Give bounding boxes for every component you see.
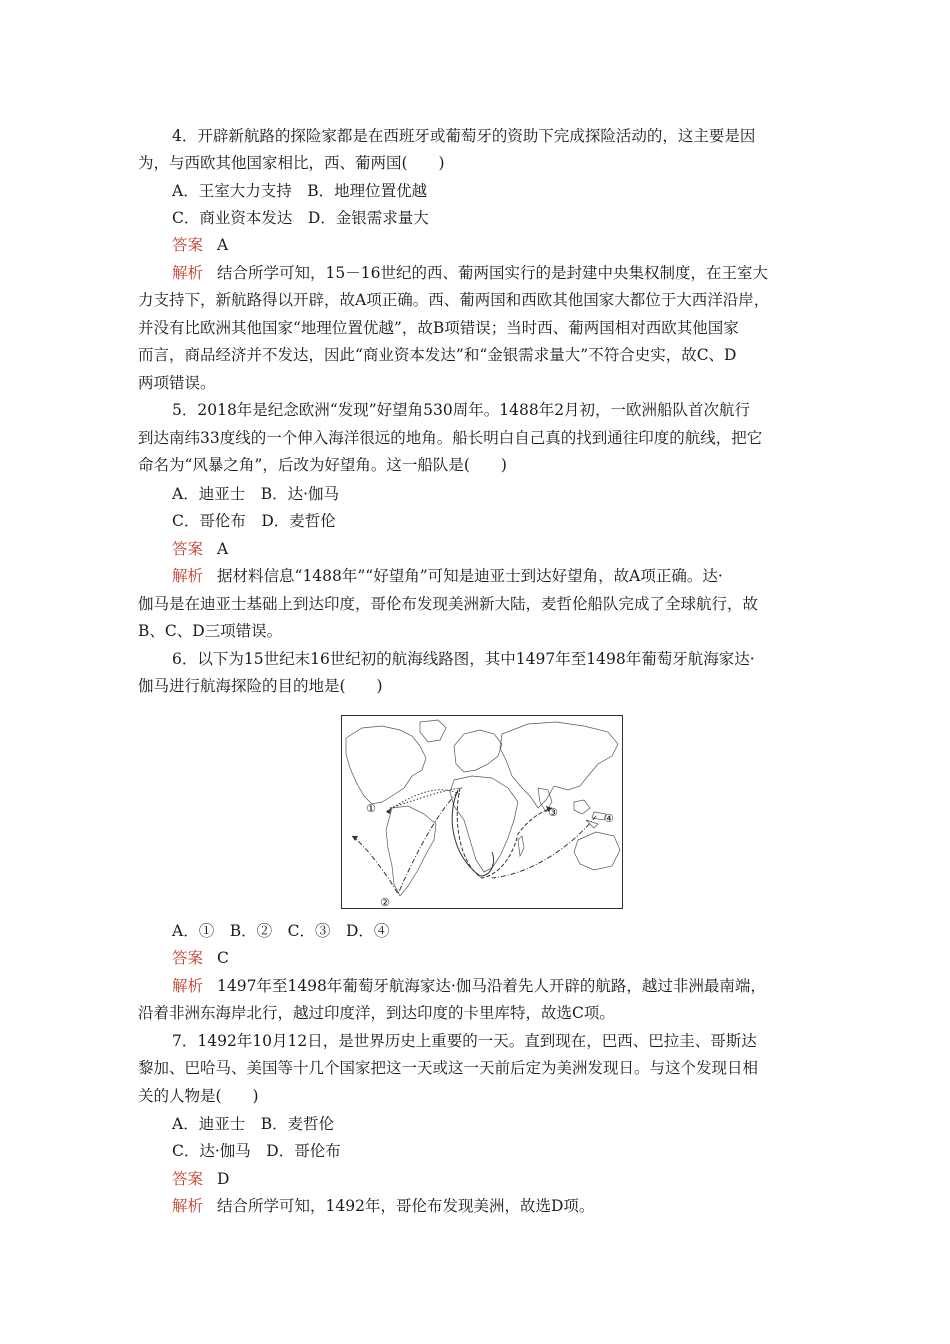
australia-coastline: [574, 832, 620, 870]
q5-options-cd: C．哥伦布 D．麦哲伦: [172, 512, 336, 530]
arrow-head-pacific: [352, 836, 358, 841]
answer-value: A: [217, 540, 229, 558]
q7-options-cd: C．达·伽马 D．哥伦布: [172, 1142, 341, 1160]
answer-label: 答案: [172, 236, 204, 254]
q6-stem: 6．以下为15世纪末16世纪初的航海线路图，其中1497年至1498年葡萄牙航海家达·: [172, 650, 755, 668]
north-america-coastline: [346, 726, 426, 804]
q5-stem: 5．2018年是纪念欧洲“发现”好望角530周年。1488年2月初，一欧洲船队首次航行: [172, 401, 751, 419]
route-da-gama: [457, 788, 552, 878]
q5-analysis-l2: 伽马是在迪亚士基础上到达印度，哥伦布发现美洲新大陆，麦哲伦船队完成了全球航行，故: [138, 595, 759, 613]
q4-options-ab: A．王室大力支持 B．地理位置优越: [172, 182, 428, 200]
answer-label: 答案: [172, 949, 204, 967]
voyage-route-map: [341, 715, 623, 909]
analysis-text: 结合所学可知，15－16世纪的西、葡两国实行的是封建中央集权制度，在王室大: [217, 264, 768, 282]
analysis-label: 解析: [172, 264, 204, 282]
analysis-text: 1497年至1498年葡萄牙航海家达·伽马沿着先人开辟的航路，越过非洲最南端，: [217, 977, 766, 995]
q4-options-cd: C．商业资本发达 D．金银需求量大: [172, 209, 429, 227]
q5-answer: [172, 539, 872, 559]
q4-analysis-l2: 力支持下，新航路得以开辟，故A项正确。西、葡两国和西欧其他国家大都位于大西洋沿岸，: [138, 291, 770, 309]
q7-analysis: [172, 1196, 872, 1216]
analysis-label: 解析: [172, 977, 204, 995]
south-america-coastline: [386, 806, 436, 896]
answer-value: A: [217, 236, 229, 254]
madagascar-coastline: [518, 836, 524, 856]
q7-stem: 7．1492年10月12日，是世界历史上重要的一天。直到现在，巴西、巴拉圭、哥斯达: [172, 1032, 757, 1050]
answer-label: 答案: [172, 540, 204, 558]
q7-options-ab: A．迪亚士 B．麦哲伦: [172, 1115, 335, 1133]
q4-analysis-l5: 两项错误。: [138, 374, 216, 392]
world-map-svg: [342, 716, 622, 908]
q7-stem-l3: 关的人物是( ): [138, 1087, 259, 1105]
analysis-label: 解析: [172, 567, 204, 585]
europe-coastline: [454, 730, 502, 772]
q6-analysis: [172, 976, 872, 996]
q6-stem-l2: 伽马进行航海探险的目的地是( ): [138, 677, 383, 695]
analysis-text: 结合所学可知，1492年，哥伦布发现美洲，故选D项。: [217, 1197, 595, 1215]
route-magellan-pacific: [492, 816, 596, 878]
q6-analysis-l2: 沿着非洲东海岸北行，越过印度洋，到达印度的卡里库特，故选C项。: [138, 1004, 615, 1022]
q5-stem-l3: 命名为“风暴之角”，后改为好望角。这一船队是( ): [138, 456, 507, 474]
answer-label: 答案: [172, 1170, 204, 1188]
route-columbus: [386, 790, 460, 812]
map-label-3: ③: [548, 806, 558, 819]
analysis-text: 据材料信息“1488年”“好望角”可知是迪亚士到达好望角，故A项正确。达·: [217, 567, 723, 585]
q5-options-ab: A．迪亚士 B．达·伽马: [172, 485, 340, 503]
q4-analysis-l3: 并没有比欧洲其他国家“地理位置优越”，故B项错误；当时西、葡两国相对西欧其他国家: [138, 319, 739, 337]
africa-coastline: [450, 776, 518, 872]
q4-stem-cont: 为，与西欧其他国家相比，西、葡两国( ): [138, 154, 445, 172]
greenland-coastline: [420, 720, 446, 742]
answer-value: C: [217, 949, 229, 967]
q5-analysis-l3: B、C、D三项错误。: [138, 622, 283, 640]
q4-analysis-l4: 而言，商品经济并不发达，因此“商业资本发达”和“金银需求量大”不符合史实，故C、D: [138, 346, 737, 364]
southeast-asia-islands: [574, 800, 606, 828]
q7-answer: [172, 1169, 872, 1189]
q7-stem-l2: 黎加、巴哈马、美国等十几个国家把这一天或这一天前后定为美洲发现日。与这个发现日相: [138, 1059, 759, 1077]
analysis-label: 解析: [172, 1197, 204, 1215]
q6-answer: [172, 948, 872, 968]
q4-stem: 4．开辟新航路的探险家都是在西班牙或葡萄牙的资助下完成探险活动的，这主要是因: [172, 127, 756, 145]
q5-analysis: [172, 566, 872, 586]
route-columbus-return: [390, 788, 462, 808]
q4-answer: [172, 235, 872, 255]
q5-stem-l2: 到达南纬33度线的一个伸入海洋很远的地角。船长明白自己真的找到通往印度的航线，把它: [138, 429, 763, 447]
map-label-4: ④: [604, 812, 614, 825]
q6-options: A．① B．② C．③ D．④: [172, 922, 390, 940]
map-label-2: ②: [380, 896, 390, 908]
answer-value: D: [217, 1170, 230, 1188]
q4-analysis: [172, 263, 872, 283]
map-label-1: ①: [366, 802, 376, 815]
asia-coastline: [500, 722, 618, 808]
